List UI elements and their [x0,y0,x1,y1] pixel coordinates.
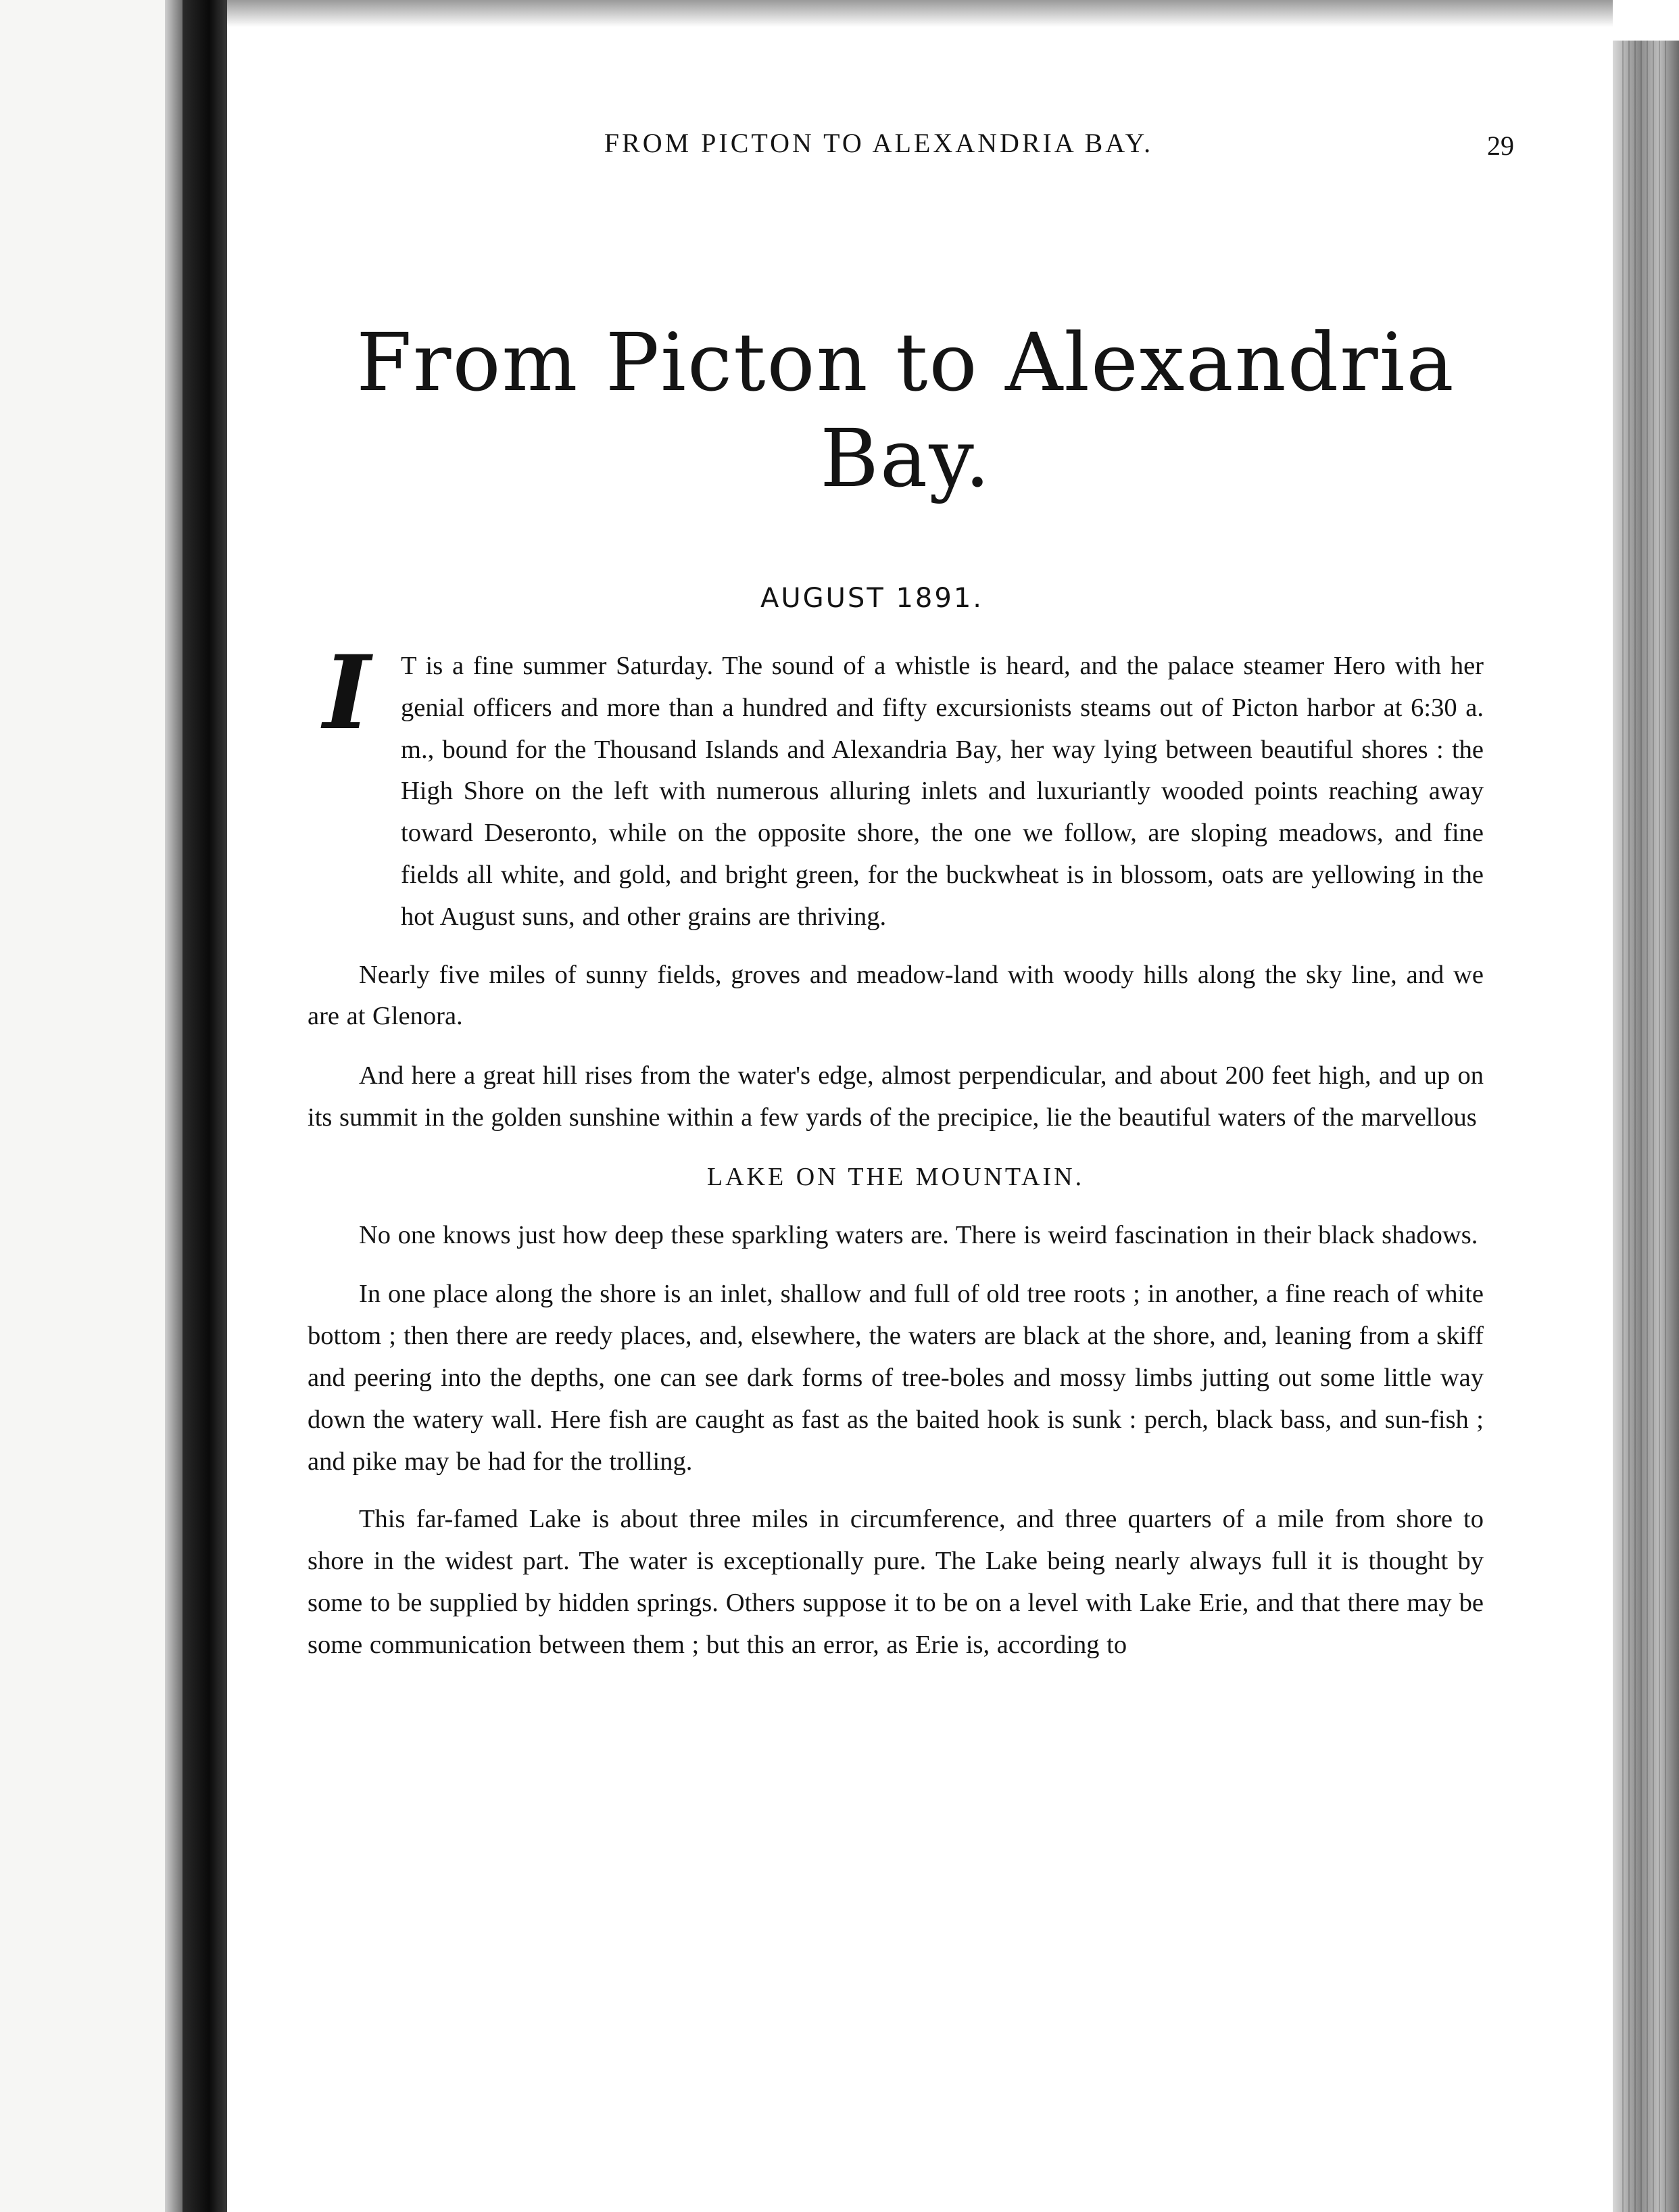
paragraph: No one knows just how deep these sparkling waters are. There is weird fascination in their black shadows. [359,1220,1478,1249]
paragraph: And here a great hill rises from the water's edge, almost perpendicular, and about 200 feet high, and up on its summit in the golden sunshine within a few yards of the precipice, lie the beautiful waters of the marvellous [308,1061,1484,1132]
section-heading: LAKE ON THE MOUNTAIN. [706,1162,1085,1191]
running-head: FROM PICTON TO ALEXANDRIA BAY. [604,128,1154,158]
page-stack-lines [1622,41,1670,2212]
book-spine [182,0,227,2212]
drop-cap: I [323,633,371,752]
paragraph: This far-famed Lake is about three miles in circumference, and three quarters of a mile from shore to shore in the widest part. The water is exceptionally pure. The Lake being nearly always full it is thought by some to be supplied by hidden springs. Others suppose it to be on a level with Lake Erie, and that there may be some communication between them ; but this an error, as Erie is, according to [308,1505,1484,1659]
paragraph: In one place along the shore is an inlet, shallow and full of old tree roots ; in another, a fine reach of white bottom ; then there are reedy places, and, elsewhere, the waters are black at the shore, and, leaning from a skiff and peering into the depths, one can see dark forms of tree-boles and mossy limbs jutting out some little way down the watery wall. Here fish are caught as fast as the baited hook is sunk : perch, black bass, and sun-fish ; and pike may be had for the trolling. [308,1280,1484,1476]
paragraph: T is a fine summer Saturday. The sound of a whistle is heard, and the palace steamer Hero with her genial officers and more than a hundred and fifty excursionists steams out of Picton harbor at 6:30 a. m., bound for the Thousand Islands and Alexandria Bay, her way lying between beautiful shores : the High Shore on the left with numerous alluring inlets and luxuriantly wooded points reaching away toward Deseronto, while on the opposite shore, the one we follow, are sloping meadows, and fine fields all white, and gold, and bright green, for the buckwheat is in blossom, oats are yellowing in the hot August suns, and other grains are thriving. [401,652,1484,931]
chapter-title-line-1: From Picton to Alexandria [356,316,1455,409]
body-text [308,633,1484,1666]
page-top-shadow [227,0,1613,27]
chapter-date: AUGUST 1891. [760,583,983,614]
chapter-title [270,314,1541,506]
chapter-title-line-2: Bay. [820,412,992,505]
page-number: 29 [1487,130,1514,161]
paragraph: Nearly five miles of sunny fields, groves and meadow-land with woody hills along the sky line, and we are at Glenora. [308,960,1484,1031]
left-page [0,0,182,2212]
left-page-edge [165,0,182,2212]
